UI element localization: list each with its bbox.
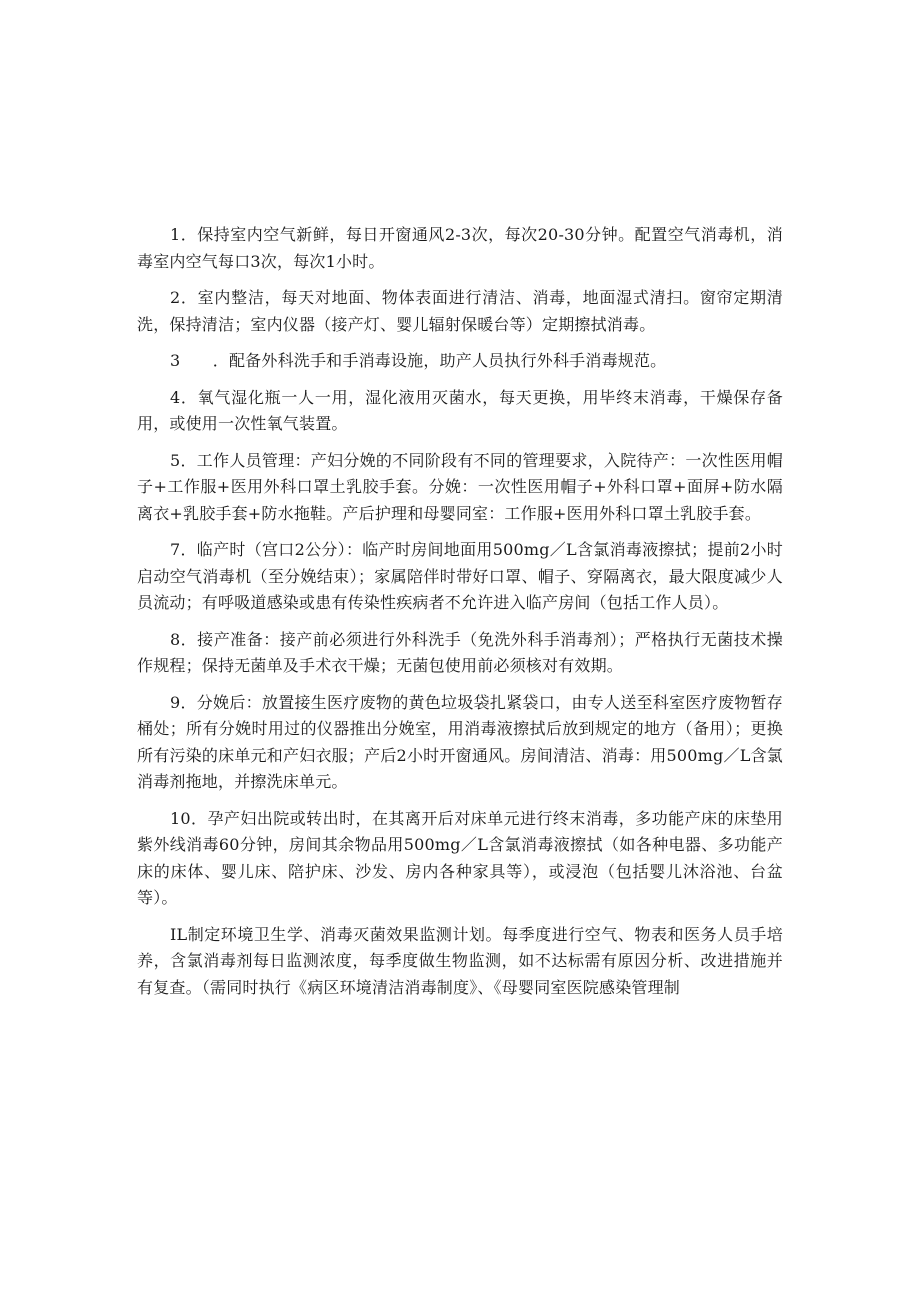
paragraph-11: IL制定环境卫生学、消毒灭菌效果监测计划。每季度进行空气、物表和医务人员手培养，含氯消毒剂每日监测浓度，每季度做生物监测，如不达标需有原因分析、改进措施并有复查。（需同时执行《病区环境清洁消毒制度》、《母婴同室医院感染管理制: [137, 924, 783, 997]
paragraph-4: 4．氧气湿化瓶一人一用，湿化液用灭菌水，每天更换，用毕终末消毒，干燥保存备用，或使用一次性氧气装置。: [137, 387, 783, 433]
paragraph-8: 8．接产准备：接产前必须进行外科洗手（免洗外科手消毒剂）；严格执行无菌技术操作规程；保持无菌单及手术衣干燥；无菌包使用前必须核对有效期。: [137, 629, 783, 675]
document-body: [137, 222, 783, 1011]
paragraph-1: 1．保持室内空气新鲜，每日开窗通风2-3次，每次20-30分钟。配置空气消毒机，消毒室内空气每口3次，每次1小时。: [137, 225, 783, 271]
paragraph-3: 3 ．配备外科洗手和手消毒设施，助产人员执行外科手消毒规范。: [170, 351, 667, 370]
paragraph-10: 10．孕产妇出院或转出时，在其离开后对床单元进行终末消毒，多功能产床的床垫用紫外线消毒60分钟，房间其余物品用500mg／L含氯消毒液擦拭（如各种电器、多功能产床的床体、婴儿床、陪护床、沙发、房内各种家具等），或浸泡（包括婴儿沐浴池、台盆等）。: [137, 808, 783, 907]
paragraph-7: 7．临产时（宫口2公分）：临产时房间地面用500mg／L含氯消毒液擦拭；提前2小时启动空气消毒机（至分娩结束）；家属陪伴时带好口罩、帽子、穿隔离衣，最大限度减少人员流动；有呼吸道感染或患有传染性疾病者不允许进入临产房间（包括工作人员）。: [137, 540, 783, 612]
paragraph-2: 2．室内整洁，每天对地面、物体表面进行清洁、消毒，地面湿式清扫。窗帘定期清洗，保持清洁；室内仪器（接产灯、婴儿辐射保暖台等）定期擦拭消毒。: [137, 288, 783, 334]
paragraph-9: 9．分娩后：放置接生医疗废物的黄色垃圾袋扎紧袋口，由专人送至科室医疗废物暂存桶处；所有分娩时用过的仪器推出分娩室，用消毒液擦拭后放到规定的地方（备用）；更换所有污染的床单元和产妇衣服；产后2小时开窗通风。房间清洁、消毒：用500mg／L含氯消毒剂拖地，并擦洗床单元。: [137, 692, 783, 791]
paragraph-5: 5．工作人员管理：产妇分娩的不同阶段有不同的管理要求，入院待产：一次性医用帽子+工作服+医用外科口罩土乳胶手套。分娩：一次性医用帽子+外科口罩+面屏+防水隔离衣+乳胶手套+防水拖鞋。产后护理和母婴同室：工作服+医用外科口罩土乳胶手套。: [137, 450, 783, 523]
